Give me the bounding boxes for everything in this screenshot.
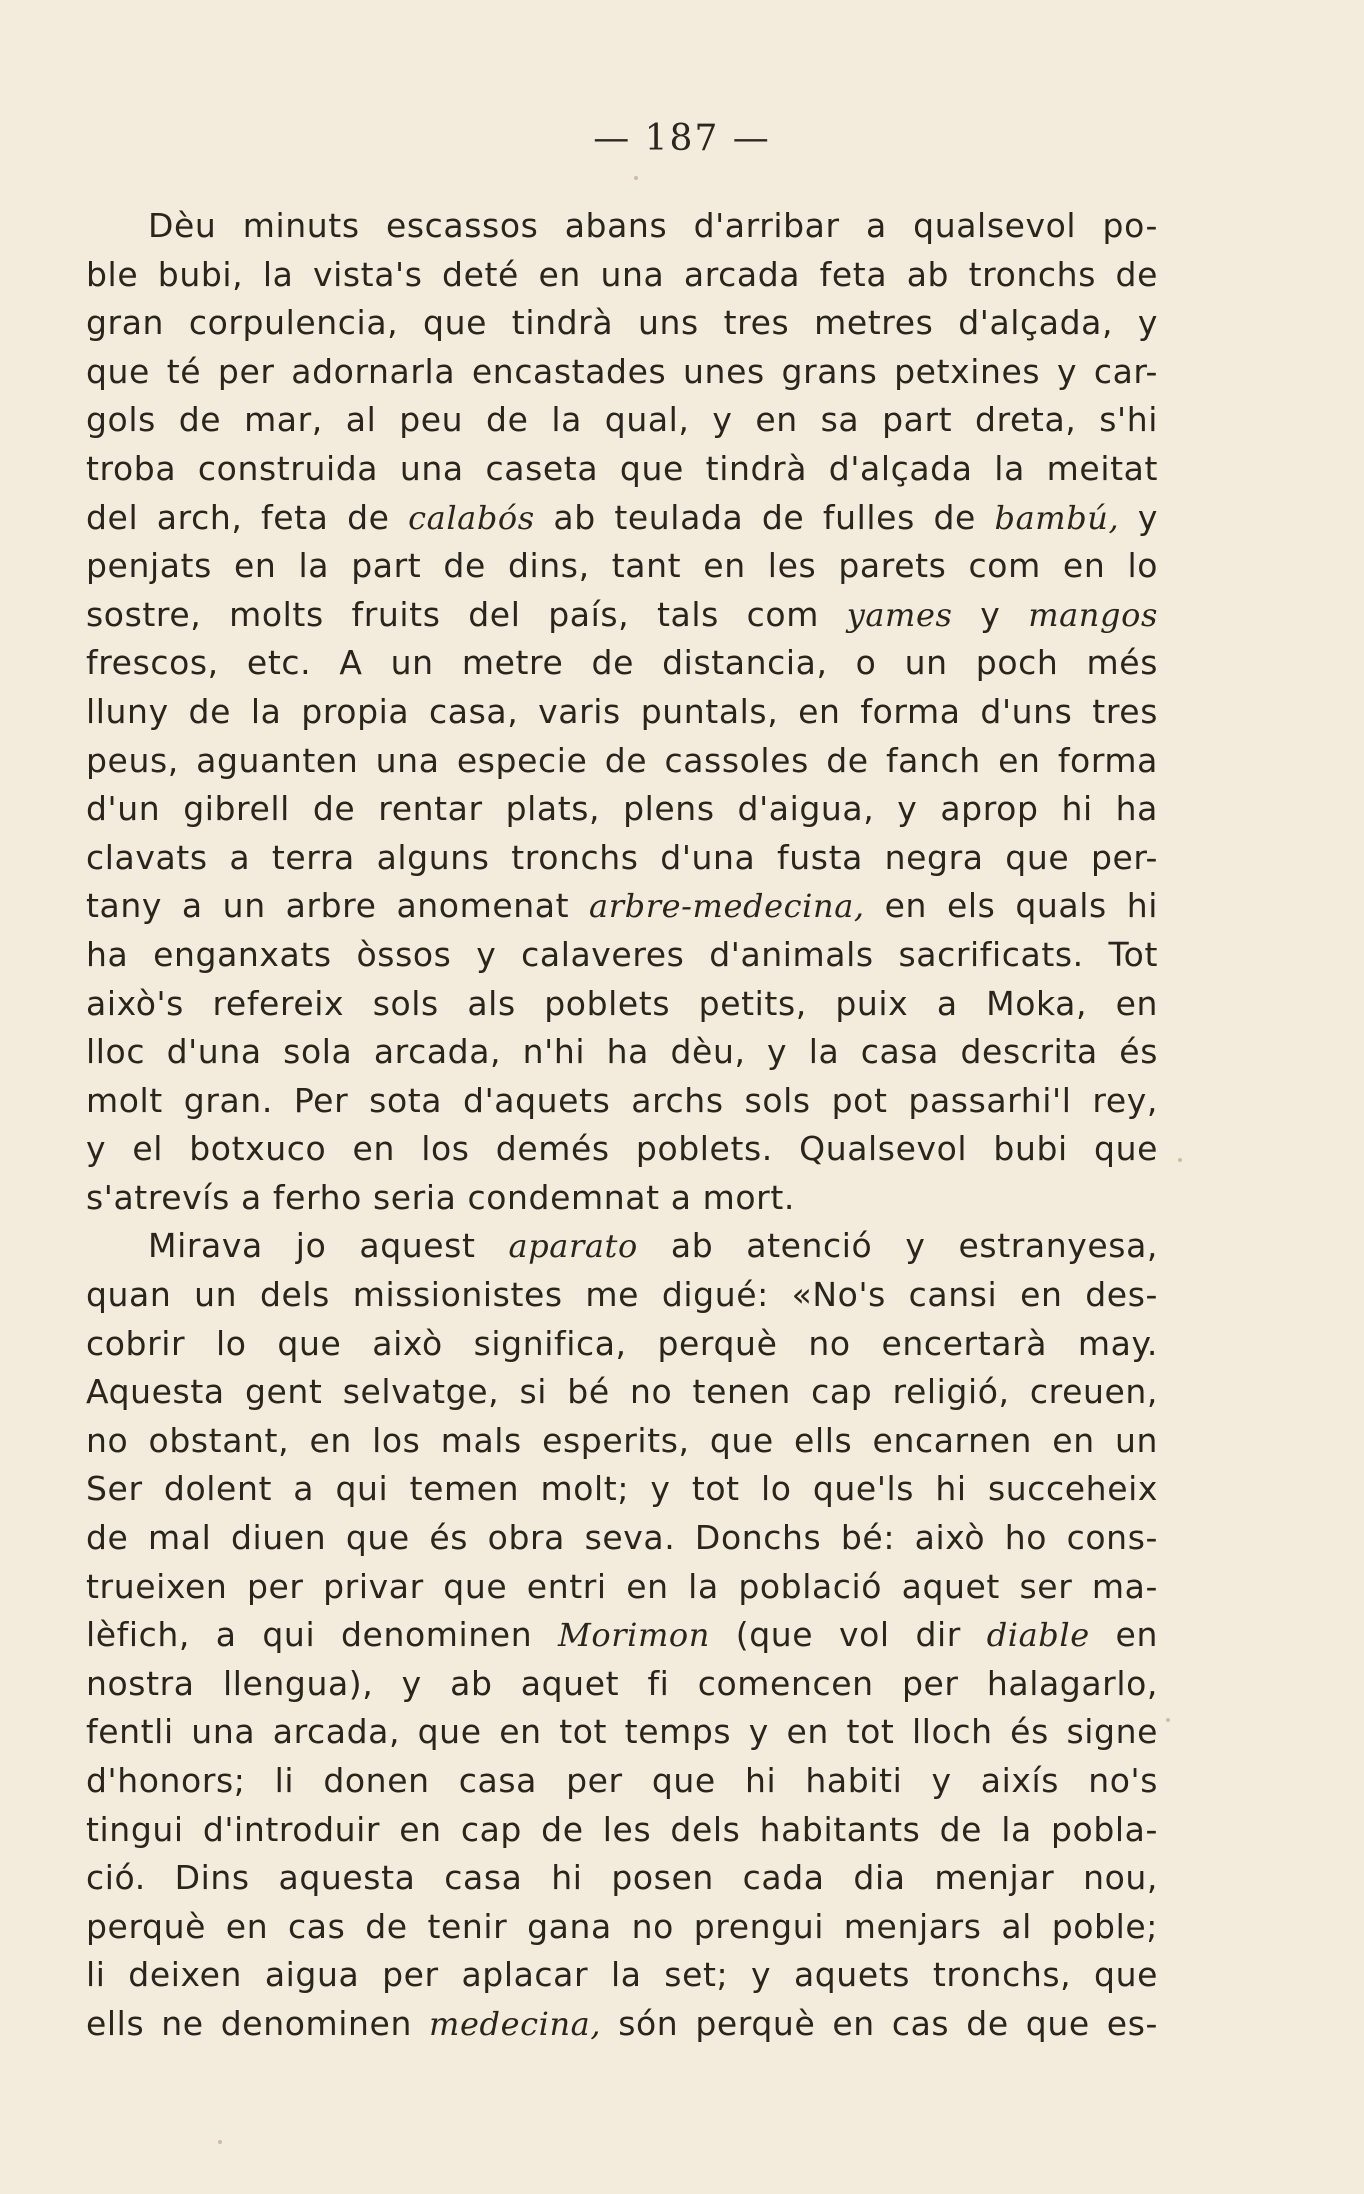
text-run: ció. Dins aquesta casa hi posen cada dia menjar nou, (86, 1858, 1158, 1898)
text-line (86, 1028, 1158, 1077)
text-run: lèfich, a qui denominen (86, 1615, 558, 1655)
paper-speck (1178, 1158, 1182, 1162)
body-text (86, 202, 1158, 2049)
text-line (86, 1125, 1158, 1174)
text-run: fentli una arcada, que en tot temps y en tot lloch és signe (86, 1712, 1158, 1752)
text-run: y el botxuco en los demés poblets. Qualsevol bubi que (86, 1129, 1158, 1169)
text-line (86, 1222, 1158, 1271)
paper-speck (1166, 1718, 1170, 1722)
text-line (86, 1611, 1158, 1660)
text-line (86, 785, 1158, 834)
text-run: y (952, 594, 1029, 634)
text-run: Mirava jo aquest (148, 1226, 509, 1266)
text-run: Dèu minuts escassos abans d'arribar a qualsevol po- (148, 206, 1158, 245)
text-run: no obstant, en los mals esperits, que ells encarnen en un (86, 1420, 1158, 1460)
text-run: del arch, feta de (86, 497, 409, 537)
italic-term: diable (986, 1616, 1090, 1655)
italic-term: mangos (1028, 595, 1158, 634)
text-line (86, 542, 1158, 591)
text-line (86, 980, 1158, 1029)
italic-term: medecina, (429, 2004, 602, 2043)
text-line (86, 251, 1158, 300)
italic-term: aparato (508, 1227, 638, 1266)
text-run: ha enganxats òssos y calaveres d'animals sacrificats. Tot (86, 934, 1158, 974)
text-line (86, 1174, 1158, 1223)
text-run: y (1119, 497, 1158, 537)
italic-term: yames (846, 595, 953, 634)
text-run: quan un dels missionistes me digué: «No's cansi en des- (86, 1275, 1158, 1315)
text-run: gran corpulencia, que tindrà uns tres metres d'alçada, y (86, 303, 1158, 343)
text-run: són perquè en cas de que es- (601, 2003, 1159, 2043)
text-line (86, 299, 1158, 348)
text-line (86, 1514, 1158, 1563)
text-line (86, 688, 1158, 737)
text-run: perquè en cas de tenir gana no prengui menjars al poble; (86, 1906, 1158, 1946)
text-line (86, 639, 1158, 688)
text-line (86, 931, 1158, 980)
text-line (86, 1077, 1158, 1126)
text-run: peus, aguanten una especie de cassoles de fanch en forma (86, 740, 1158, 780)
text-run: (que vol dir (709, 1615, 987, 1655)
text-line (86, 1757, 1158, 1806)
text-line (86, 1417, 1158, 1466)
text-run: trueixen per privar que entri en la població aquet ser ma- (86, 1566, 1158, 1606)
text-run: Ser dolent a qui temen molt; y tot lo que'ls hi succeheix (86, 1469, 1158, 1509)
paper-speck (634, 176, 638, 180)
text-run: en (1089, 1615, 1158, 1655)
text-line (86, 494, 1158, 543)
text-run: que té per adornarla encastades unes grans petxines y car- (86, 351, 1158, 391)
text-line (86, 1903, 1158, 1952)
text-run: frescos, etc. A un metre de distancia, o un poch més (86, 643, 1158, 683)
text-line (86, 1368, 1158, 1417)
text-line (86, 202, 1158, 251)
text-line (86, 737, 1158, 786)
text-run: d'un gibrell de rentar plats, plens d'aigua, y aprop hi ha (86, 789, 1158, 829)
text-run: ab teulada de fulles de (534, 497, 995, 537)
text-run: penjats en la part de dins, tant en les parets com en lo (86, 546, 1158, 586)
text-run: gols de mar, al peu de la qual, y en sa part dreta, s'hi (86, 400, 1158, 440)
paper-speck (218, 2140, 222, 2144)
text-run: molt gran. Per sota d'aquets archs sols pot passarhi'l rey, (86, 1080, 1158, 1120)
text-line (86, 1854, 1158, 1903)
text-run: sostre, molts fruits del país, tals com (86, 594, 847, 634)
text-line (86, 834, 1158, 883)
text-line (86, 882, 1158, 931)
text-line (86, 2000, 1158, 2049)
text-line (86, 1660, 1158, 1709)
text-run: troba construida una caseta que tindrà d'alçada la meitat (86, 448, 1158, 488)
text-run: cobrir lo que això significa, perquè no encertarà may. (86, 1323, 1158, 1363)
text-run: ble bubi, la vista's deté en una arcada feta ab tronchs de (86, 254, 1158, 294)
text-line (86, 1951, 1158, 2000)
text-line (86, 1563, 1158, 1612)
text-line (86, 348, 1158, 397)
text-run: en els quals hi (864, 886, 1158, 926)
text-line (86, 396, 1158, 445)
italic-term: bambú, (994, 498, 1120, 537)
italic-term: arbre-medecina, (589, 887, 865, 926)
page-number-header: — 187 — (593, 118, 771, 159)
text-run: lluny de la propia casa, varis puntals, en forma d'uns tres (86, 691, 1158, 731)
text-line (86, 1708, 1158, 1757)
text-line (86, 1806, 1158, 1855)
text-run: tany a un arbre anomenat (86, 886, 590, 926)
text-line (86, 445, 1158, 494)
text-run: d'honors; li donen casa per que hi habiti y aixís no's (86, 1761, 1158, 1800)
text-run: ab atenció y estranyesa, (637, 1226, 1158, 1266)
italic-term: Morimon (557, 1616, 710, 1655)
text-run: ells ne denominen (86, 2003, 430, 2043)
italic-term: calabós (408, 498, 535, 537)
text-run: s'atrevís a ferho seria condemnat a mort. (86, 1177, 795, 1217)
text-line (86, 591, 1158, 640)
text-line (86, 1465, 1158, 1514)
text-line (86, 1271, 1158, 1320)
text-run: Aquesta gent selvatge, si bé no tenen cap religió, creuen, (86, 1372, 1158, 1412)
text-run: clavats a terra alguns tronchs d'una fusta negra que per- (86, 837, 1158, 877)
text-line (86, 1320, 1158, 1369)
text-run: això's refereix sols als poblets petits, puix a Moka, en (86, 983, 1158, 1023)
text-run: de mal diuen que és obra seva. Donchs bé: això ho cons- (86, 1518, 1158, 1558)
text-run: nostra llengua), y ab aquet fi comencen per halagarlo, (86, 1663, 1158, 1703)
text-run: tingui d'introduir en cap de les dels habitants de la pobla- (86, 1809, 1158, 1849)
text-run: li deixen aigua per aplacar la set; y aquets tronchs, que (86, 1955, 1158, 1995)
text-run: lloc d'una sola arcada, n'hi ha dèu, y la casa descrita és (86, 1032, 1158, 1072)
